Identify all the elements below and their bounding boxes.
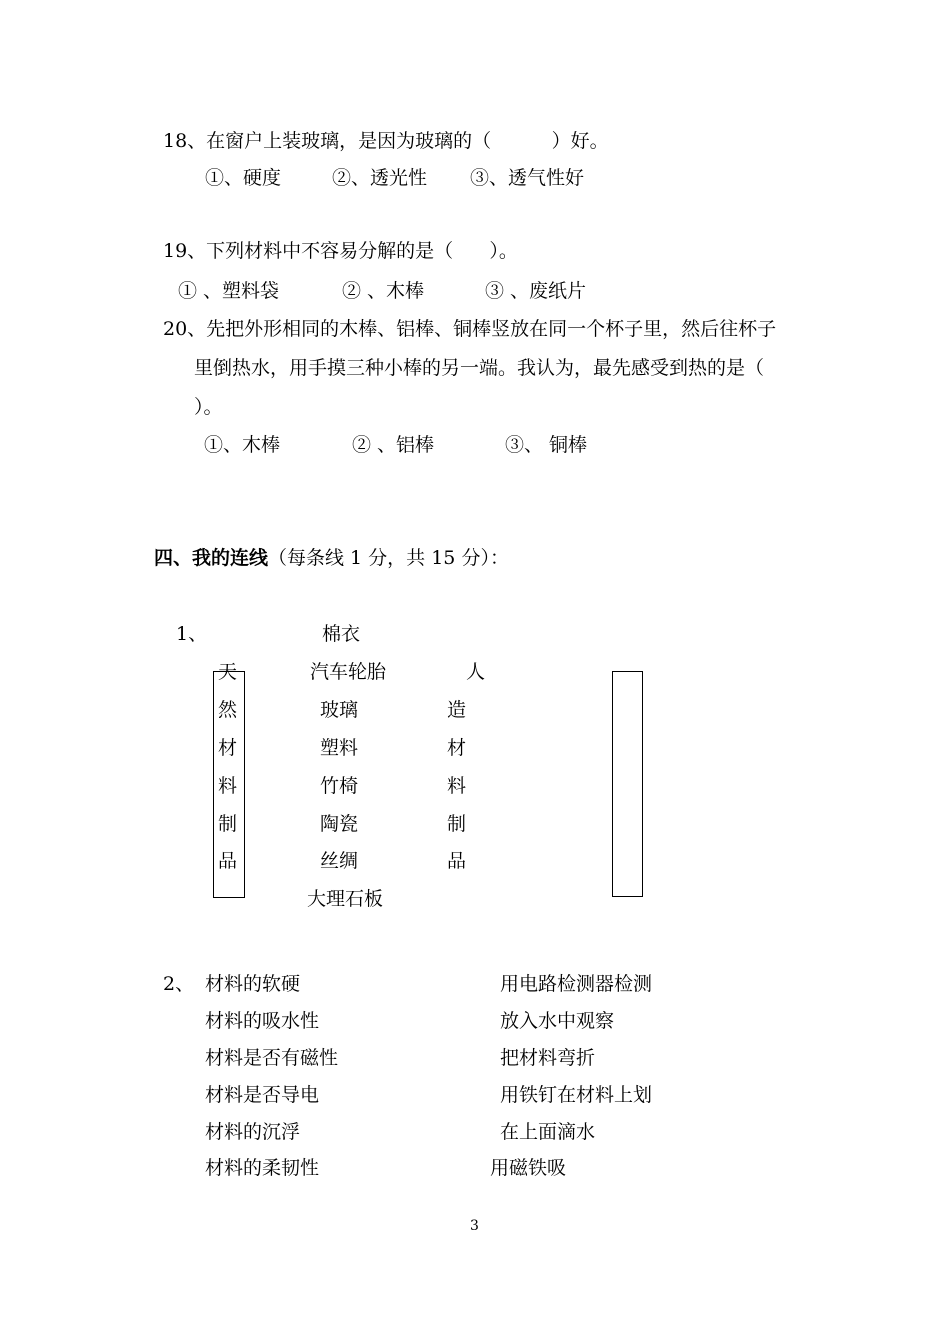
match-item: 塑料 — [320, 737, 359, 759]
match-item: 棉衣 — [322, 623, 361, 645]
left-char: 料 — [218, 775, 238, 797]
property-item: 材料的吸水性 — [205, 1010, 320, 1032]
match-item: 大理石板 — [307, 888, 384, 910]
man-made-materials-box — [612, 671, 643, 897]
property-item: 材料是否导电 — [205, 1084, 320, 1106]
q20-option-3: ③、 铜棒 — [505, 434, 588, 456]
property-item: 材料是否有磁性 — [205, 1047, 339, 1069]
right-char: 造 — [447, 699, 467, 721]
property-item: 材料的沉浮 — [205, 1121, 301, 1143]
property-item: 材料的柔韧性 — [205, 1157, 320, 1179]
q20-line-2: 里倒热水，用手摸三种小棒的另一端。我认为，最先感受到热的是（ — [194, 357, 765, 379]
q20-option-2: ② 、铝棒 — [352, 434, 435, 456]
left-char: 然 — [218, 699, 238, 721]
right-char: 人 — [466, 661, 486, 683]
q20-line-1: 20、先把外形相同的木棒、铝棒、铜棒竖放在同一个杯子里，然后往杯子 — [163, 318, 777, 340]
q18-stem: 18、在窗户上装玻璃，是因为玻璃的（ ）好。 — [163, 130, 609, 152]
q19-option-1: ① 、塑料袋 — [178, 280, 280, 302]
right-char: 品 — [447, 850, 467, 872]
q20-line-3: ）。 — [194, 396, 223, 418]
match-item: 汽车轮胎 — [310, 661, 387, 683]
match1-number: 1、 — [176, 623, 208, 645]
match2-number: 2、 — [163, 973, 195, 995]
left-char: 品 — [218, 850, 238, 872]
q18-option-3: ③、透气性好 — [470, 167, 585, 189]
q18-option-2: ②、透光性 — [332, 167, 428, 189]
section-note: （每条线 1 分，共 15 分）： — [268, 547, 509, 569]
section-title: 四、我的连线 — [154, 547, 269, 569]
match-item: 陶瓷 — [320, 813, 359, 835]
q19-option-2: ② 、木棒 — [342, 280, 425, 302]
right-char: 制 — [447, 813, 467, 835]
right-char: 料 — [447, 775, 467, 797]
method-item: 用电路检测器检测 — [500, 973, 653, 995]
match-item: 玻璃 — [320, 699, 359, 721]
q18-option-1: ①、硬度 — [205, 167, 282, 189]
q20-option-1: ①、木棒 — [204, 434, 281, 456]
right-char: 材 — [447, 737, 467, 759]
section-heading — [154, 546, 509, 570]
method-item: 放入水中观察 — [500, 1010, 615, 1032]
q19-option-3: ③ 、废纸片 — [485, 280, 587, 302]
match-item: 丝绸 — [320, 850, 359, 872]
q19-stem: 19、下列材料中不容易分解的是（ ）。 — [163, 240, 518, 262]
match-item: 竹椅 — [320, 775, 359, 797]
property-item: 材料的软硬 — [205, 973, 301, 995]
page-number: 3 — [470, 1218, 479, 1234]
method-item: 在上面滴水 — [500, 1121, 596, 1143]
left-char: 材 — [218, 737, 238, 759]
method-item: 把材料弯折 — [500, 1047, 596, 1069]
method-item: 用铁钉在材料上划 — [500, 1084, 653, 1106]
method-item: 用磁铁吸 — [490, 1157, 567, 1179]
left-char: 天 — [218, 661, 238, 683]
left-char: 制 — [218, 813, 238, 835]
